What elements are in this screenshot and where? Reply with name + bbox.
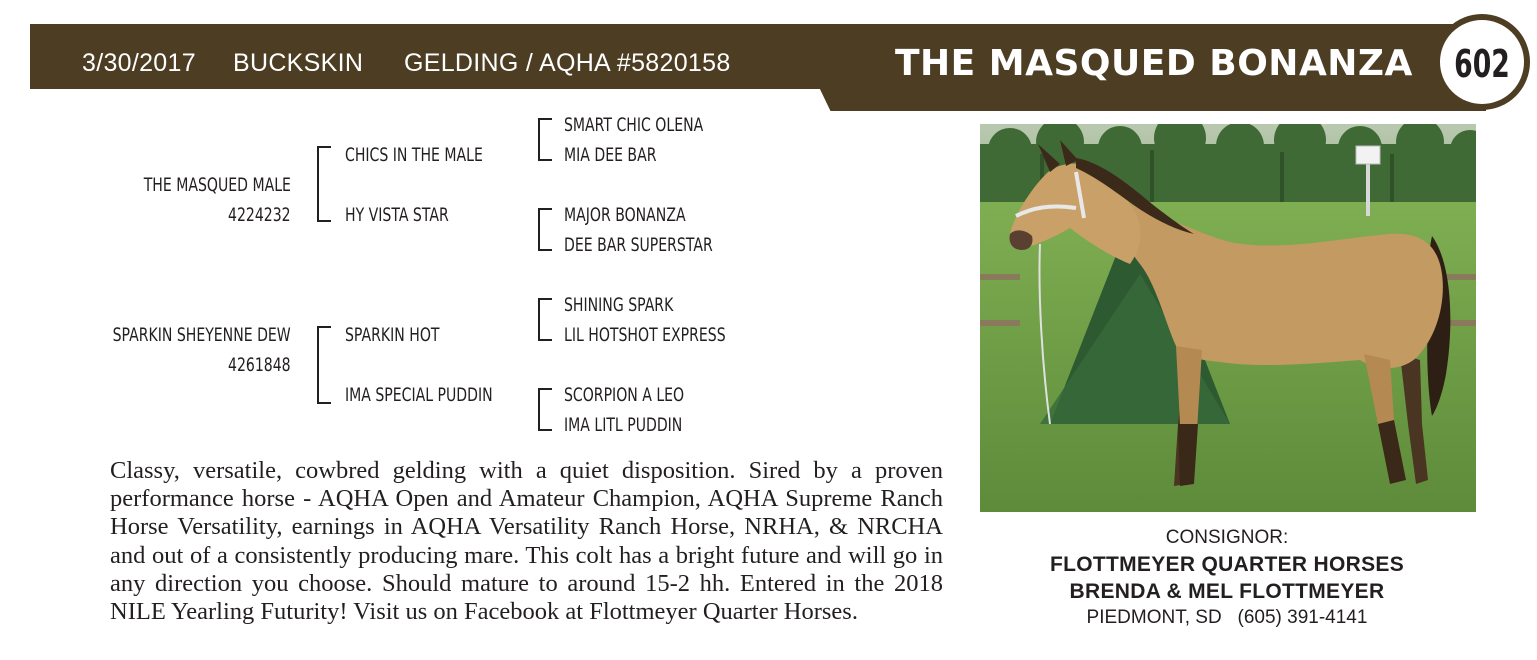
great-grandparent: LIL HOTSHOT EXPRESS xyxy=(564,324,726,346)
sire-dam: HY VISTA STAR xyxy=(345,204,449,226)
horse-name: THE MASQUED BONANZA xyxy=(895,43,1413,84)
great-grandparent: SMART CHIC OLENA xyxy=(564,114,704,136)
foal-date: 3/30/2017 xyxy=(82,49,196,77)
horse-description: Classy, versatile, cowbred gelding with a quiet disposition. Sired by a proven performance horse - AQHA Open and Amateur Champion, AQHA Supreme Ranch Horse Versatility, earnings in AQHA Versatility Ranch Horse, NRHA, & NRCHA and out of a consistently producing mare. This colt has a bright future and will go in any direction you choose. Should mature to around 15-2 hh. Entered in the 2018 NILE Yearling Futurity! Visit us on Facebook at Flottmeyer Quarter Horses. xyxy=(110,457,943,626)
consignor-phone: (605) 391-4141 xyxy=(1237,607,1368,628)
sire-name: THE MASQUED MALE xyxy=(143,174,291,196)
great-grandparent: MIA DEE BAR xyxy=(564,144,657,166)
dam-name: SPARKIN SHEYENNE DEW xyxy=(112,324,291,346)
dam-sire: SPARKIN HOT xyxy=(345,324,440,346)
coat-color: BUCKSKIN xyxy=(233,49,364,77)
sire-registration: 4224232 xyxy=(228,204,291,226)
horse-photo xyxy=(980,124,1476,512)
sex-registration: GELDING / AQHA #5820158 xyxy=(404,49,731,77)
sire-bracket xyxy=(317,146,331,222)
great-grandparent: SHINING SPARK xyxy=(564,294,674,316)
great-grandparent: IMA LITL PUDDIN xyxy=(564,414,683,436)
lot-badge xyxy=(1434,14,1530,110)
g3-bracket-1 xyxy=(538,118,552,161)
consignor-location: PIEDMONT, SD xyxy=(1086,607,1222,628)
g3-bracket-3 xyxy=(538,298,552,341)
consignor-label: CONSIGNOR: xyxy=(1165,527,1289,548)
consignor-contact xyxy=(1000,606,1454,630)
sire-sire: CHICS IN THE MALE xyxy=(345,144,483,166)
g3-bracket-2 xyxy=(538,208,552,251)
dam-registration: 4261848 xyxy=(228,354,291,376)
dam-dam: IMA SPECIAL PUDDIN xyxy=(345,384,493,406)
consignor-owners: BRENDA & MEL FLOTTMEYER xyxy=(1069,580,1385,603)
g3-bracket-4 xyxy=(538,388,552,431)
consignor-ranch: FLOTTMEYER QUARTER HORSES xyxy=(1049,553,1404,576)
great-grandparent: SCORPION A LEO xyxy=(564,384,685,406)
great-grandparent: MAJOR BONANZA xyxy=(564,204,686,226)
lot-number: 602 xyxy=(1454,42,1510,86)
dam-bracket xyxy=(317,326,331,404)
great-grandparent: DEE BAR SUPERSTAR xyxy=(564,234,713,256)
